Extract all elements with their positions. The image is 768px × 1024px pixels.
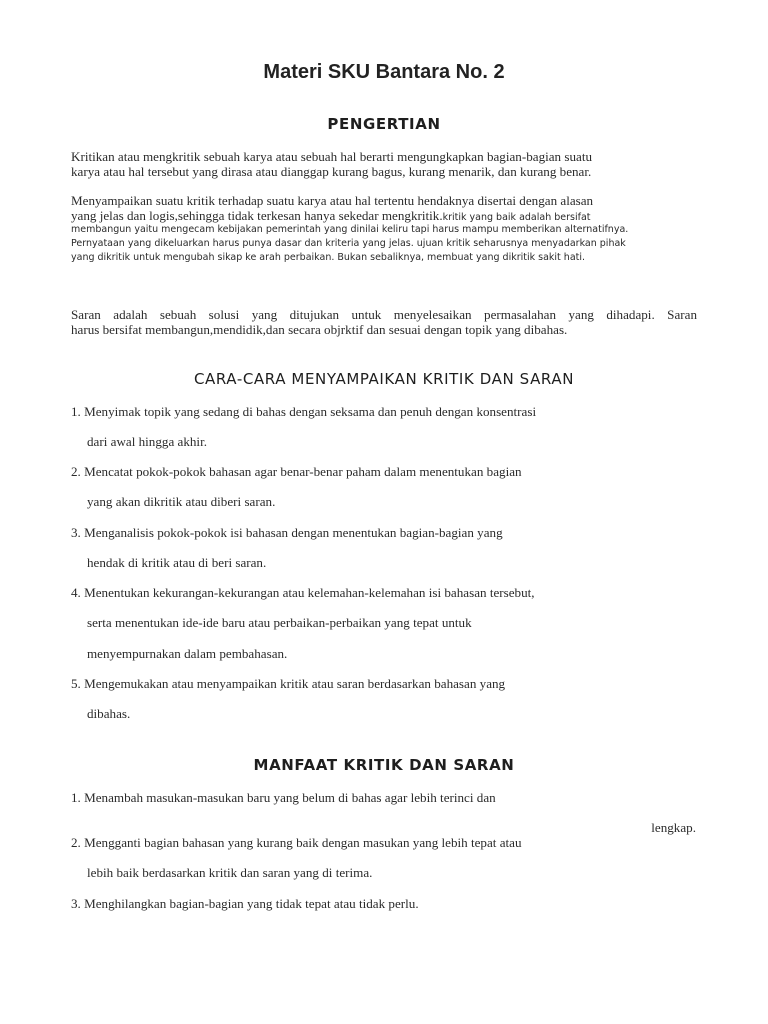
list-item: 1. Menyimak topik yang sedang di bahas dengan seksama dan penuh dengan konsentrasi xyxy=(71,404,537,419)
list-item-continuation: yang akan dikritik atau diberi saran. xyxy=(87,494,276,509)
list-item-continuation: lengkap. xyxy=(651,820,696,835)
list-item-continuation: dari awal hingga akhir. xyxy=(87,434,207,449)
list-item: 3. Menghilangkan bagian-bagian yang tidak tepat atau tidak perlu. xyxy=(71,896,419,911)
paragraph-menyampaikan-kritik xyxy=(71,193,701,225)
list-item: 5. Mengemukakan atau menyampaikan kritik atau saran berdasarkan bahasan yang xyxy=(71,676,506,691)
text-line: harus bersifat membangun,mendidik,dan secara objrktif dan sesuai dengan topik yang dibahas. xyxy=(71,322,568,337)
text-fragment-small: kritik yang baik adalah bersifat xyxy=(442,212,591,223)
text-line: Menyampaikan suatu kritik terhadap suatu karya atau hal tertentu hendaknya disertai dengan alasan xyxy=(71,193,594,208)
document-title: Materi SKU Bantara No. 2 xyxy=(263,61,505,83)
text-line: karya atau hal tersebut yang dirasa atau dianggap kurang bagus, kurang menarik, dan kurang benar. xyxy=(71,164,592,179)
paragraph-saran-definition xyxy=(71,307,697,337)
text-line: Saran adalah sebuah solusi yang ditujukan untuk menyelesaikan permasalahan yang dihadapi. Saran xyxy=(71,307,697,322)
text-line: yang dikritik untuk mengubah sikap ke arah perbaikan. Bukan sebaliknya, membuat yang dikritik sakit hati. xyxy=(71,252,586,263)
heading-cara-cara: CARA-CARA MENYAMPAIKAN KRITIK DAN SARAN xyxy=(193,370,575,388)
list-item: 2. Mengganti bagian bahasan yang kurang baik dengan masukan yang lebih tepat atau xyxy=(71,835,522,850)
list-item-continuation: lebih baik berdasarkan kritik dan saran yang di terima. xyxy=(87,865,373,880)
heading-pengertian: PENGERTIAN xyxy=(327,115,441,133)
list-item-continuation: hendak di kritik atau di beri saran. xyxy=(87,555,267,570)
list-item: 2. Mencatat pokok-pokok bahasan agar benar-benar paham dalam menentukan bagian xyxy=(71,464,522,479)
list-item-continuation: dibahas. xyxy=(87,706,131,721)
list-item-continuation: menyempurnakan dalam pembahasan. xyxy=(87,646,288,661)
paragraph-kritik-small-text xyxy=(71,223,628,265)
text-fragment: yang jelas dan logis,sehingga tidak terkesan hanya sekedar mengkritik. xyxy=(71,208,443,223)
list-item: 4. Menentukan kekurangan-kekurangan atau kelemahan-kelemahan isi bahasan tersebut, xyxy=(71,585,535,600)
list-item-continuation: serta menentukan ide-ide baru atau perbaikan-perbaikan yang tepat untuk xyxy=(87,615,472,630)
list-item: 3. Menganalisis pokok-pokok isi bahasan dengan menentukan bagian-bagian yang xyxy=(71,525,503,540)
text-line: Pernyataan yang dikeluarkan harus punya dasar dan kriteria yang jelas. ujuan kritik seharusnya menyadarkan pihak xyxy=(71,238,626,249)
text-line: Kritikan atau mengkritik sebuah karya atau sebuah hal berarti mengungkapkan bagian-bagian suatu xyxy=(71,149,593,164)
list-item: 1. Menambah masukan-masukan baru yang belum di bahas agar lebih terinci dan xyxy=(71,790,496,805)
paragraph-kritik-definition xyxy=(71,149,701,179)
heading-manfaat: MANFAAT KRITIK DAN SARAN xyxy=(253,756,515,774)
text-line: membangun yaitu mengecam kebijakan pemerintah yang dinilai keliru tapi harus mampu memberikan alternatifnya. xyxy=(71,224,629,235)
